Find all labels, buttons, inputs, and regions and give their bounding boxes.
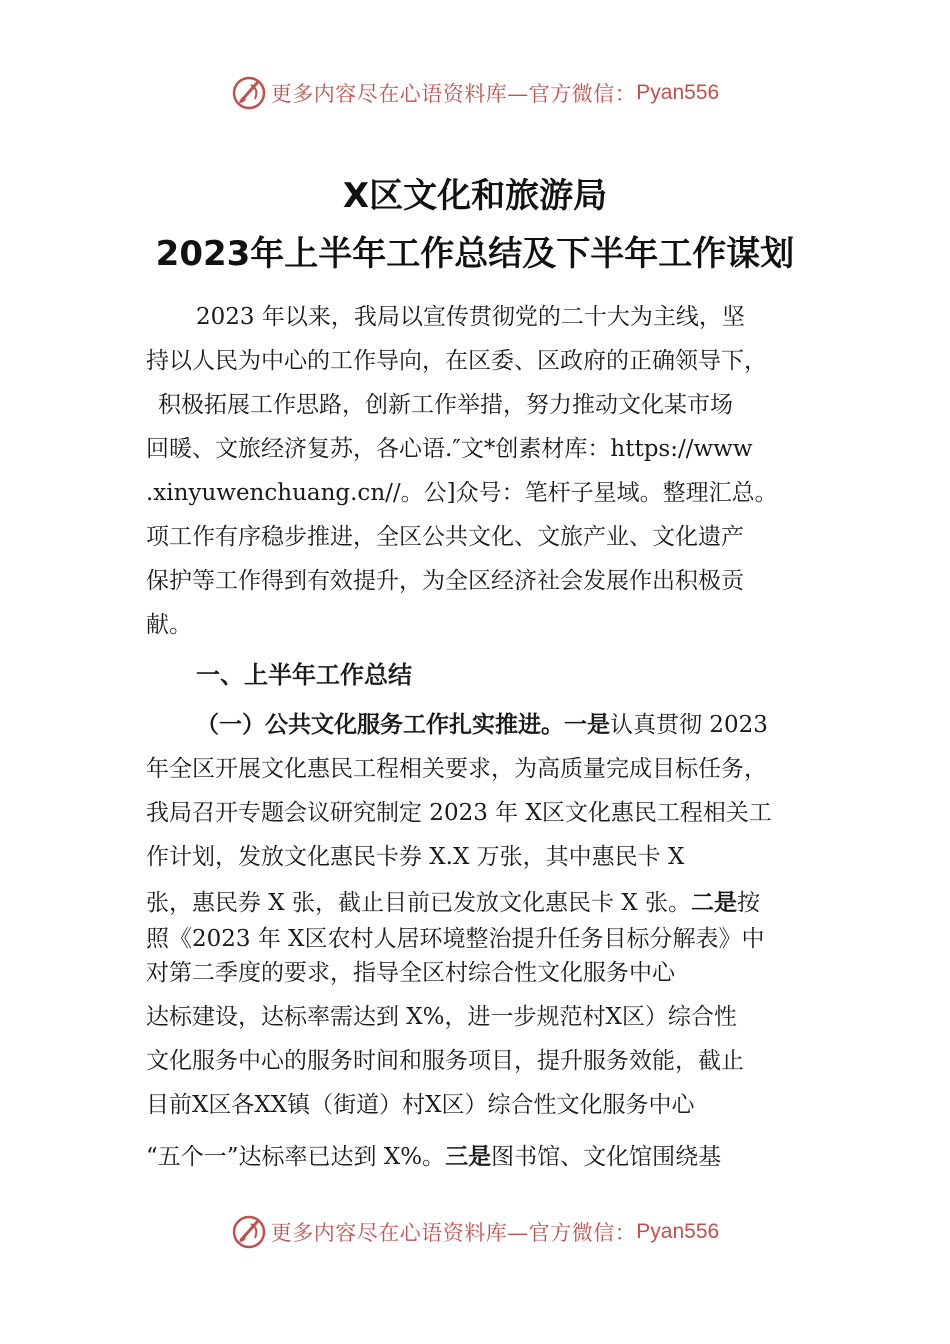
enumeration-marker: 三是	[445, 1144, 492, 1170]
paragraph-line: 保护等工作得到有效提升，为全区经济社会发展作出积极贡	[146, 568, 744, 594]
paragraph-line: 积极拓展工作思路，创新工作举措，努力推动文化某市场	[158, 392, 733, 418]
watermark-text: 更多内容尽在心语资料库—官方微信：	[270, 82, 637, 106]
paragraph-line: .xinyuwenchuang.cn//。公]众号：笔杆子星域。整理汇总。	[146, 480, 778, 506]
paragraph-line: 持以人民为中心的工作导向，在区委、区政府的正确领导下，	[146, 348, 767, 374]
watermark-text: 更多内容尽在心语资料库—官方微信：	[270, 1221, 637, 1245]
paragraph-line: 2023 年以来，我局以宣传贯彻党的二十大为主线，坚	[196, 304, 745, 330]
paragraph-line	[196, 710, 768, 740]
subsection-lead: （一）公共文化服务工作扎实推进。一是	[196, 712, 610, 738]
text-run: 认真贯彻 2023	[610, 712, 768, 738]
paragraph-line: 目前X区各XX镇（街道）村X区）综合性文化服务中心	[146, 1092, 695, 1118]
paragraph-line	[146, 888, 760, 918]
paragraph-line	[146, 1142, 721, 1172]
watermark-banner-bottom	[0, 1212, 950, 1252]
text-run: 图书馆、文化馆围绕基	[491, 1144, 722, 1170]
enumeration-marker: 二是	[691, 890, 737, 916]
section-heading: 一、上半年工作总结	[196, 661, 412, 689]
brush-logo-icon	[231, 1214, 267, 1250]
paragraph-line: 项工作有序稳步推进，全区公共文化、文旅产业、文化遗产	[146, 524, 744, 550]
paragraph-line: 我局召开专题会议研究制定 2023 年 X区文化惠民工程相关工	[146, 800, 772, 826]
brush-logo-icon	[231, 75, 267, 111]
text-run: 按	[737, 890, 760, 916]
document-subtitle: 2023年上半年工作总结及下半年工作谋划	[155, 234, 795, 274]
paragraph-line: 达标建设，达标率需达到 X%，进一步规范村X区）综合性	[146, 1004, 737, 1030]
paragraph-line: 文化服务中心的服务时间和服务项目，提升服务效能，截止	[146, 1048, 744, 1074]
paragraph-line: 年全区开展文化惠民工程相关要求，为高质量完成目标任务，	[146, 756, 767, 782]
paragraph-line: 献。	[146, 612, 192, 638]
watermark-banner-top	[0, 73, 950, 113]
paragraph-line: 对第二季度的要求，指导全区村综合性文化服务中心	[146, 960, 675, 986]
paragraph-line: 回暖、文旅经济复苏，各心语.″文*创素材库：https://www	[146, 436, 753, 462]
text-run: “五个一”达标率已达到 X%。	[146, 1144, 446, 1170]
document-title: X区文化和旅游局	[342, 176, 608, 216]
paragraph-line: 照《2023 年 X区农村人居环境整治提升任务目标分解表》中	[146, 926, 765, 952]
watermark-wechat-id: Pyan556	[636, 81, 720, 104]
text-run: 张，惠民券 X 张，截止目前已发放文化惠民卡 X 张。	[146, 890, 691, 916]
watermark-wechat-id: Pyan556	[636, 1220, 720, 1243]
paragraph-line: 作计划，发放文化惠民卡券 X.X 万张，其中惠民卡 X	[146, 844, 685, 870]
